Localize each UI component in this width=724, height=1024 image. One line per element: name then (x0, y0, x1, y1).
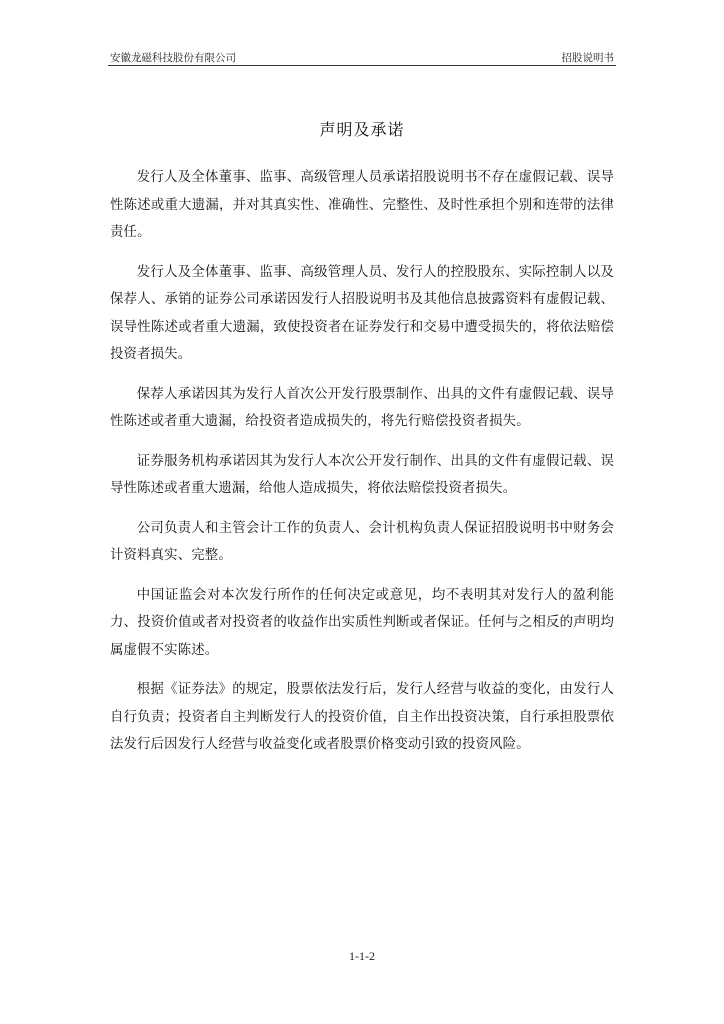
header-divider (108, 65, 616, 66)
document-body (110, 164, 614, 771)
paragraph-2: 发行人及全体董事、监事、高级管理人员、发行人的控股股东、实际控制人以及保荐人、承销的证券公司承诺因发行人招股说明书及其他信息披露资料有虚假记载、误导性陈述或者重大遗漏，致使投资者在证券发行和交易中遭受损失的，将依法赔偿投资者损失。 (110, 264, 614, 362)
header-document-type: 招股说明书 (561, 52, 614, 64)
paragraph-3: 保荐人承诺因其为发行人首次公开发行股票制作、出具的文件有虚假记载、误导性陈述或者重大遗漏，给投资者造成损失的，将先行赔偿投资者损失。 (110, 386, 614, 429)
header-company-name: 安徽龙磁科技股份有限公司 (110, 52, 236, 64)
paragraph-1: 发行人及全体董事、监事、高级管理人员承诺招股说明书不存在虚假记载、误导性陈述或重大遗漏，并对其真实性、准确性、完整性、及时性承担个别和连带的法律责任。 (110, 170, 614, 240)
paragraph-4: 证券服务机构承诺因其为发行人本次公开发行制作、出具的文件有虚假记载、误导性陈述或者重大遗漏，给他人造成损失，将依法赔偿投资者损失。 (110, 453, 614, 496)
page-title: 声明及承诺 (319, 120, 405, 139)
paragraph-6: 中国证监会对本次发行所作的任何决定或意见，均不表明其对发行人的盈利能力、投资价值或者对投资者的收益作出实质性判断或者保证。任何与之相反的声明均属虚假不实陈述。 (110, 587, 614, 658)
page-number: 1-1-2 (349, 949, 375, 963)
paragraph-7: 根据《证券法》的规定，股票依法发行后，发行人经营与收益的变化，由发行人自行负责；投资者自主判断发行人的投资价值，自主作出投资决策，自行承担股票依法发行后因发行人经营与收益变化或者股票价格变动引致的投资风险。 (110, 682, 614, 752)
page-header (108, 50, 616, 66)
paragraph-5: 公司负责人和主管会计工作的负责人、会计机构负责人保证招股说明书中财务会计资料真实、完整。 (110, 520, 614, 563)
